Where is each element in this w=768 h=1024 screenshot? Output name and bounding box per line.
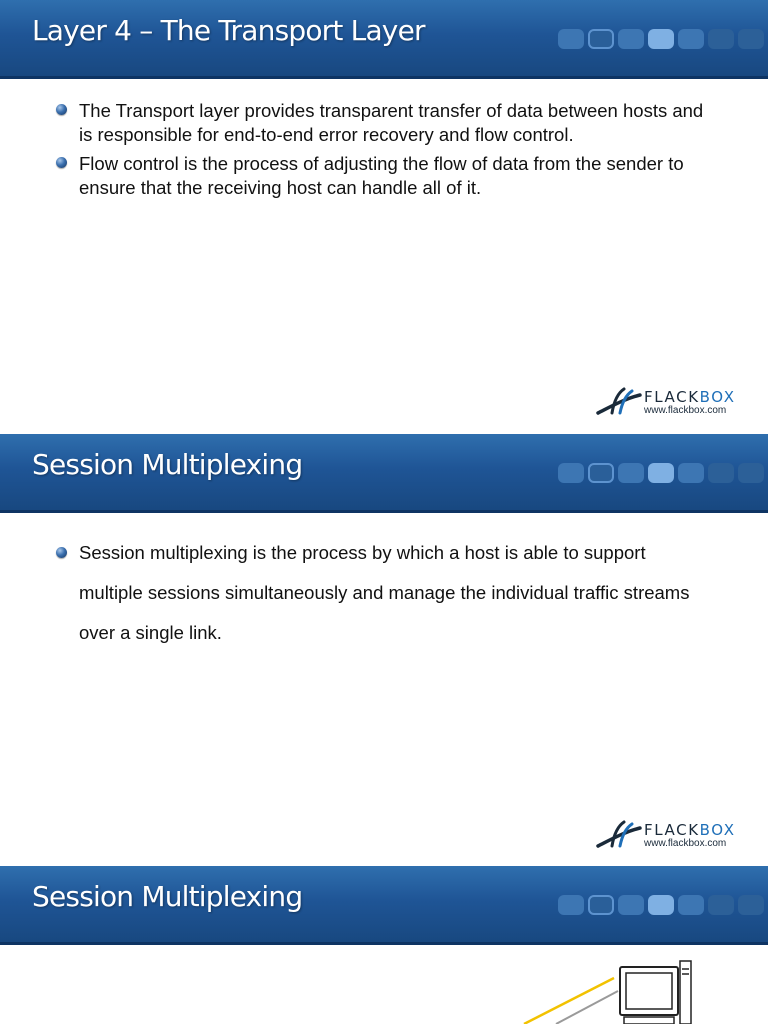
traffic-stream-line — [556, 991, 618, 1024]
progress-dot — [738, 463, 764, 483]
progress-dot — [678, 895, 704, 915]
bullet-icon — [56, 157, 67, 168]
progress-dot — [588, 29, 614, 49]
logo-name: FLACKBOX — [644, 388, 736, 406]
slide-transport-layer — [0, 0, 768, 432]
progress-dot — [678, 29, 704, 49]
list-item — [54, 152, 714, 200]
progress-indicator — [558, 893, 768, 917]
slide-body — [0, 513, 768, 865]
progress-dot — [588, 895, 614, 915]
progress-dot — [678, 463, 704, 483]
progress-dot-current — [648, 463, 674, 483]
slide-header — [0, 434, 768, 513]
logo-name: FLACKBOX — [644, 821, 736, 839]
flackbox-logo-icon — [596, 387, 642, 417]
slide-header — [0, 866, 768, 945]
list-item — [54, 533, 714, 653]
list-item — [54, 99, 714, 147]
slide-title: Session Multiplexing — [32, 448, 303, 481]
slide-body — [0, 79, 768, 432]
computer-icon — [620, 961, 691, 1024]
progress-dot — [618, 895, 644, 915]
progress-dot — [618, 29, 644, 49]
progress-indicator — [558, 27, 768, 51]
progress-dot-current — [648, 29, 674, 49]
progress-dot — [738, 29, 764, 49]
progress-dot — [708, 463, 734, 483]
slide-title: Layer 4 – The Transport Layer — [32, 14, 425, 47]
progress-dot — [588, 463, 614, 483]
bullet-list — [54, 99, 714, 205]
bullet-text: The Transport layer provides transparent transfer of data between hosts and is responsible for end-to-end error recovery and flow control. — [79, 100, 704, 145]
flackbox-logo — [596, 820, 746, 852]
slide-session-multiplexing-diagram — [0, 866, 768, 1024]
progress-dot-current — [648, 895, 674, 915]
network-diagram — [0, 945, 768, 1024]
logo-url: www.flackbox.com — [644, 405, 727, 416]
flackbox-logo — [596, 387, 746, 419]
slide-session-multiplexing — [0, 434, 768, 865]
bullet-text: Session multiplexing is the process by which a host is able to support multiple sessions simultaneously and manage the individual traffic streams over a single link. — [79, 542, 690, 643]
progress-dot — [618, 463, 644, 483]
bullet-list — [54, 533, 714, 658]
logo-url: www.flackbox.com — [644, 838, 727, 849]
progress-dot — [558, 895, 584, 915]
progress-indicator — [558, 461, 768, 485]
progress-dot — [738, 895, 764, 915]
progress-dot — [558, 29, 584, 49]
progress-dot — [708, 29, 734, 49]
bullet-text: Flow control is the process of adjusting the flow of data from the sender to ensure that the receiving host can handle all of it. — [79, 153, 684, 198]
slide-title: Session Multiplexing — [32, 880, 303, 913]
slide-body — [0, 945, 768, 1024]
bullet-icon — [56, 104, 67, 115]
bullet-icon — [56, 547, 67, 558]
slide-header — [0, 0, 768, 79]
flackbox-logo-icon — [596, 820, 642, 850]
progress-dot — [558, 463, 584, 483]
progress-dot — [708, 895, 734, 915]
